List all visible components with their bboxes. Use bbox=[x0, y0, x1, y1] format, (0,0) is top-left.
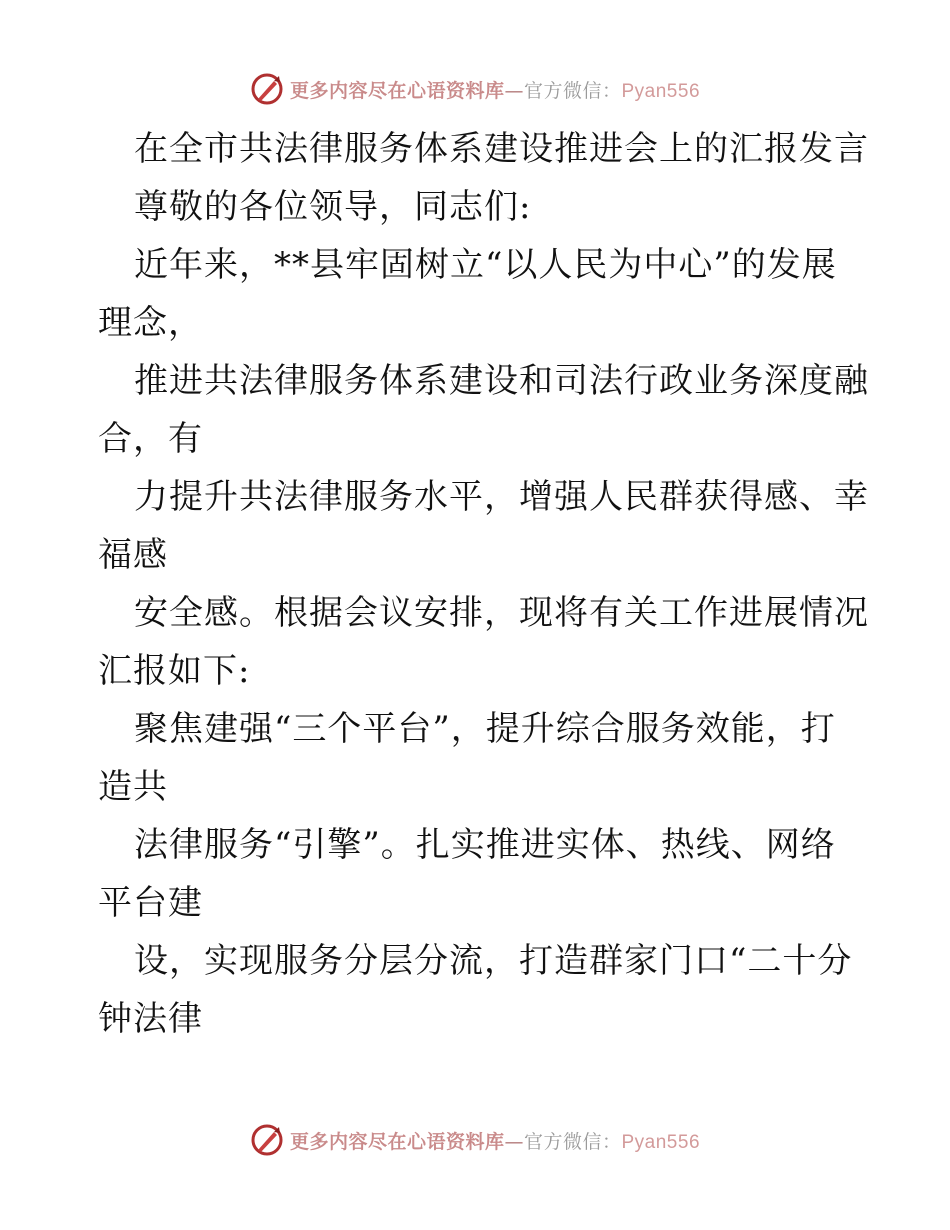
paragraph-line: 推进共法律服务体系建设和司法行政业务深度融 bbox=[134, 361, 869, 401]
document-body bbox=[98, 120, 869, 1048]
watermark-label: 官方微信： bbox=[523, 1130, 622, 1153]
paragraph-line: 理念， bbox=[98, 303, 203, 343]
paragraph-line: 造共 bbox=[98, 767, 168, 807]
paragraph-line: 力提升共法律服务水平，增强人民群获得感、幸 bbox=[134, 477, 869, 517]
paragraph-line: 平台建 bbox=[98, 883, 203, 923]
paragraph-line: 钟法律 bbox=[98, 999, 203, 1039]
paragraph-line: 聚焦建强“三个平台”，提升综合服务效能，打 bbox=[134, 709, 836, 749]
watermark-id: Pyan556 bbox=[621, 1131, 701, 1153]
watermark-text bbox=[290, 76, 700, 103]
watermark-separator: — bbox=[504, 79, 524, 102]
paragraph-line: 福感 bbox=[98, 535, 168, 575]
header-watermark bbox=[0, 72, 950, 106]
quill-logo-icon bbox=[250, 72, 284, 106]
paragraph-line: 尊敬的各位领导，同志们: bbox=[134, 187, 532, 227]
watermark-brand: 更多内容尽在心语资料库 bbox=[289, 79, 505, 102]
quill-logo-icon bbox=[250, 1123, 284, 1157]
watermark-brand: 更多内容尽在心语资料库 bbox=[289, 1130, 505, 1153]
paragraph-line: 汇报如下: bbox=[98, 651, 251, 691]
watermark-label: 官方微信： bbox=[523, 79, 622, 102]
paragraph-line: 法律服务“引擎”。扎实推进实体、热线、网络 bbox=[134, 825, 836, 865]
paragraph-line: 近年来，**县牢固树立“以人民为中心”的发展 bbox=[134, 245, 837, 285]
watermark-id: Pyan556 bbox=[621, 80, 701, 102]
footer-watermark bbox=[0, 1123, 950, 1157]
paragraph-line: 安全感。根据会议安排，现将有关工作进展情况 bbox=[134, 593, 869, 633]
paragraph-line: 在全市共法律服务体系建设推进会上的汇报发言 bbox=[134, 129, 869, 169]
watermark-separator: — bbox=[504, 1130, 524, 1153]
watermark-text bbox=[290, 1127, 700, 1154]
paragraph-line: 设，实现服务分层分流，打造群家门口“二十分 bbox=[134, 941, 853, 981]
paragraph-line: 合，有 bbox=[98, 419, 203, 459]
